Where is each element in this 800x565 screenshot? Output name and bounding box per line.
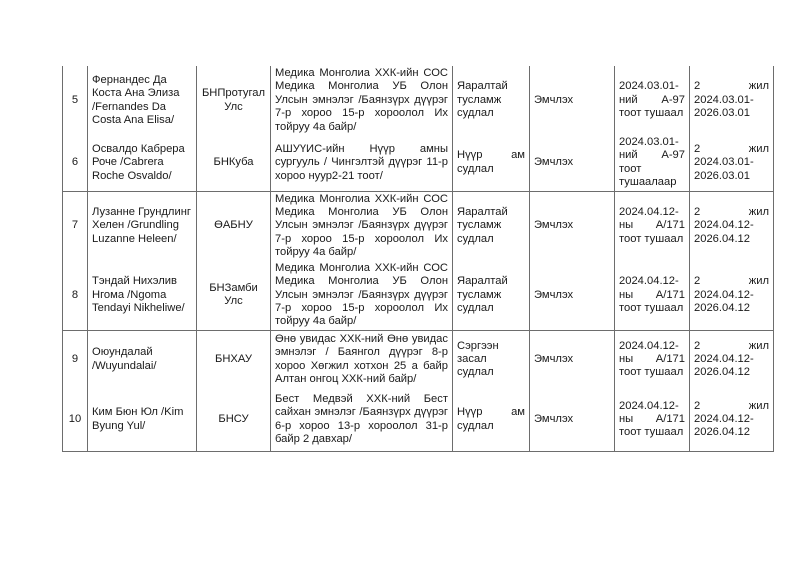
duration [690,389,774,452]
table-row [63,191,774,261]
duration-years: 2 [694,206,701,219]
person-name: Ким Бюн Юл /Kim Byung Yul/ [88,389,197,452]
table-row [63,389,774,452]
duration-years: 2 [694,142,701,155]
duration-range: 2024.04.12-2026.04.12 [694,353,754,379]
person-name: Лузанне Грундлинг Хелен /Grundling Luzanne Heleen/ [88,191,197,261]
specialty: Яаралтай тусламж судлал [453,191,530,261]
specialty: Яаралтай тусламж судлал [453,261,530,331]
country: ӨАБНУ [197,191,271,261]
table-row [63,330,774,389]
duration-range: 2024.03.01-2026.03.01 [694,156,754,182]
row-number: 9 [63,330,88,389]
country: БНХАУ [197,330,271,389]
duration-label-line [694,400,769,413]
specialty: Сэргээн засал судлал [453,330,530,389]
row-number: 5 [63,66,88,135]
activity: Эмчлэх [530,135,615,191]
duration-unit: жил [748,142,769,155]
specialty: Нүүр ам судлал [453,389,530,452]
duration [690,261,774,331]
specialty: Нүүр ам судлал [453,135,530,191]
activity: Эмчлэх [530,389,615,452]
country: БНКуба [197,135,271,191]
duration-range: 2024.03.01-2026.03.01 [694,93,754,120]
duration-years: 2 [694,399,701,412]
person-name: Оюундалай /Wuyundalai/ [88,330,197,389]
order-reference: 2024.04.12-ны А/171 тоот тушаал [615,191,690,261]
duration-unit: жил [748,80,769,93]
organization-address: Бест Медвэй ХХК-ний Бест сайхан эмнэлэг /Баянзүрх дүүрэг 6-р хороо 13-р хороолол 31-р байр 2 давхар/ [271,389,453,452]
duration-label-line [694,275,769,288]
foreign-doctors-registry-table [62,66,774,452]
duration-unit: жил [748,275,769,288]
table-row [63,261,774,331]
specialty: Яаралтай тусламж судлал [453,66,530,135]
organization-address: Медика Монголиа ХХК-ийн СОС Медика Монголиа УБ Олон Улсын эмнэлэг /Баянзүрх дүүрэг 7-р хороо 15-р хороолол Их тойруу 4а байр/ [271,66,453,135]
table-row [63,135,774,191]
order-reference: 2024.04.12-ны А/171 тоот тушаал [615,389,690,452]
order-reference: 2024.04.12-ны А/171 тоот тушаал [615,261,690,331]
duration-label-line [694,340,769,353]
row-number: 8 [63,261,88,331]
country: БНПротугал Улс [197,66,271,135]
country: БНЗамби Улс [197,261,271,331]
country: БНСУ [197,389,271,452]
duration-years: 2 [694,275,701,288]
organization-address: Медика Монголиа ХХК-ийн СОС Медика Монголиа УБ Олон Улсын эмнэлэг /Баянзүрх дүүрэг 7-р хороо 15-р хороолол Их тойруу 4а байр/ [271,191,453,261]
duration-range: 2024.04.12-2026.04.12 [694,288,754,314]
duration-years: 2 [694,80,701,93]
row-number: 7 [63,191,88,261]
activity: Эмчлэх [530,261,615,331]
table-row [63,66,774,135]
order-reference: 2024.03.01-ний А-97 тоот тушаалаар [615,135,690,191]
row-number: 10 [63,389,88,452]
duration [690,191,774,261]
organization-address: Медика Монголиа ХХК-ийн СОС Медика Монголиа УБ Олон Улсын эмнэлэг /Баянзүрх дүүрэг 7-р хороо 15-р хороолол Их тойруу 4а байр/ [271,261,453,331]
row-number: 6 [63,135,88,191]
activity: Эмчлэх [530,191,615,261]
duration [690,135,774,191]
duration-range: 2024.04.12-2026.04.12 [694,413,754,439]
duration-label-line [694,80,769,93]
activity: Эмчлэх [530,330,615,389]
duration [690,66,774,135]
person-name: Тэндай Нихэлив Нгома /Ngoma Tendayi Nikheliwe/ [88,261,197,331]
person-name: Фернандес Да Коста Ана Элиза /Fernandes Da Costa Ana Elisa/ [88,66,197,135]
organization-address: Өнө увидас ХХК-ний Өнө увидас эмнэлэг / Баянгол дүүрэг 8-р хороо Хөгжил хотхон 25 а байр Алтан онгоц ХХК-ний байр/ [271,330,453,389]
order-reference: 2024.03.01-ний А-97 тоот тушаал [615,66,690,135]
duration-label-line [694,206,769,219]
organization-address: АШУҮИС-ийн Нүүр амны сургууль / Чингэлтэй дүүрэг 11-р хороо нуур2-21 тоот/ [271,135,453,191]
order-reference: 2024.04.12-ны А/171 тоот тушаал [615,330,690,389]
duration [690,330,774,389]
duration-unit: жил [748,339,769,352]
activity: Эмчлэх [530,66,615,135]
duration-unit: жил [748,399,769,412]
duration-range: 2024.04.12-2026.04.12 [694,219,754,245]
duration-label-line [694,143,769,156]
duration-years: 2 [694,339,701,352]
person-name: Освалдо Кабрера Роче /Cabrera Roche Osvaldo/ [88,135,197,191]
duration-unit: жил [748,206,769,219]
